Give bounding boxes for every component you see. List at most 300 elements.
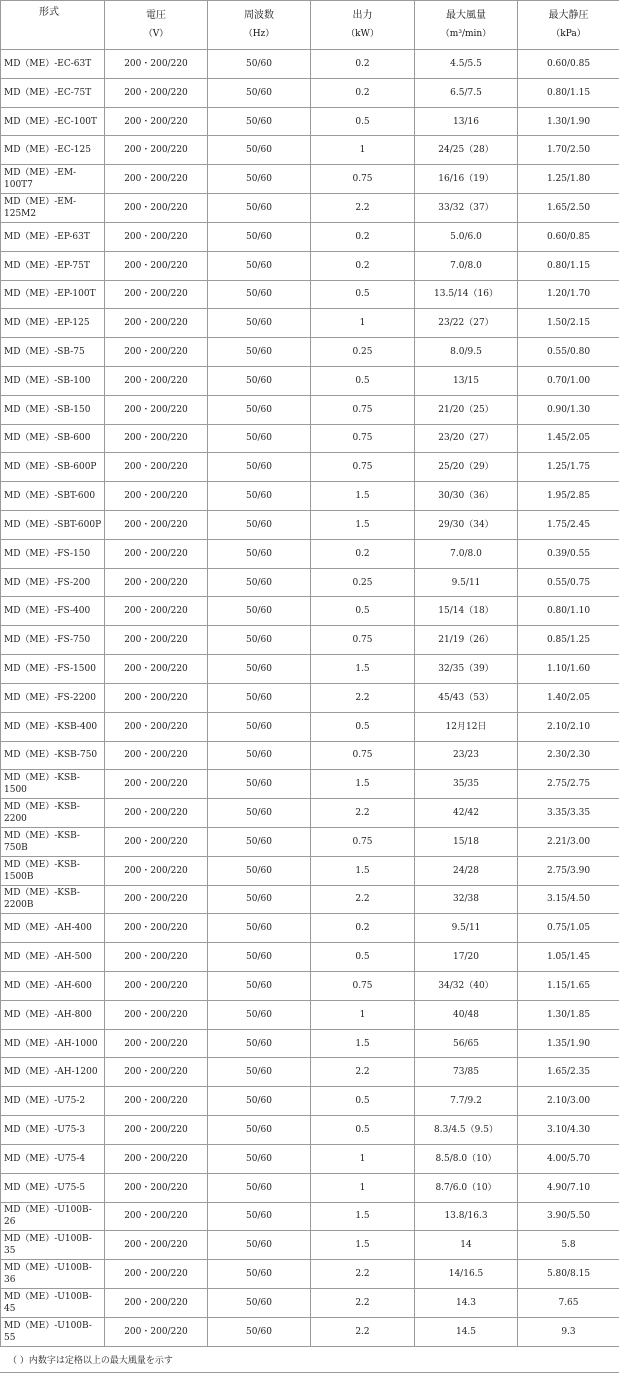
table-row xyxy=(1,684,619,712)
cell-pressure: 3.90/5.50 xyxy=(518,1203,619,1231)
cell-model: MD（ME）-SB-150 xyxy=(1,396,104,424)
cell-airflow: 17/20 xyxy=(415,943,517,971)
cell-airflow: 24/25（28） xyxy=(415,136,517,164)
cell-airflow: 4.5/5.5 xyxy=(415,50,517,78)
table-row xyxy=(1,569,619,597)
cell-voltage: 200・200/220 xyxy=(105,626,207,654)
cell-pressure: 1.70/2.50 xyxy=(518,136,619,164)
cell-model: MD（ME）-AH-1000 xyxy=(1,1030,104,1058)
cell-model: MD（ME）-AH-500 xyxy=(1,943,104,971)
cell-airflow: 12月12日 xyxy=(415,713,517,741)
cell-model: MD（ME）-U100B-45 xyxy=(1,1289,104,1317)
cell-pressure: 0.70/1.00 xyxy=(518,367,619,395)
cell-frequency: 50/60 xyxy=(208,1203,310,1231)
cell-pressure: 1.10/1.60 xyxy=(518,655,619,683)
table-row xyxy=(1,1087,619,1115)
cell-voltage: 200・200/220 xyxy=(105,1058,207,1086)
cell-frequency: 50/60 xyxy=(208,281,310,309)
cell-airflow: 13.8/16.3 xyxy=(415,1203,517,1231)
cell-pressure: 2.75/2.75 xyxy=(518,770,619,798)
table-row xyxy=(1,1174,619,1202)
cell-voltage: 200・200/220 xyxy=(105,50,207,78)
cell-voltage: 200・200/220 xyxy=(105,309,207,337)
table-row xyxy=(1,914,619,942)
cell-pressure: 2.10/3.00 xyxy=(518,1087,619,1115)
cell-frequency: 50/60 xyxy=(208,799,310,827)
cell-voltage: 200・200/220 xyxy=(105,886,207,914)
cell-pressure: 2.75/3.90 xyxy=(518,857,619,885)
table-row xyxy=(1,655,619,683)
cell-frequency: 50/60 xyxy=(208,136,310,164)
cell-frequency: 50/60 xyxy=(208,1030,310,1058)
cell-frequency: 50/60 xyxy=(208,367,310,395)
cell-pressure: 1.35/1.90 xyxy=(518,1030,619,1058)
cell-frequency: 50/60 xyxy=(208,425,310,453)
cell-airflow: 9.5/11 xyxy=(415,569,517,597)
cell-model: MD（ME）-FS-750 xyxy=(1,626,104,654)
cell-pressure: 2.21/3.00 xyxy=(518,828,619,856)
cell-frequency: 50/60 xyxy=(208,1260,310,1288)
header-voltage xyxy=(105,1,207,49)
table-row xyxy=(1,713,619,741)
cell-voltage: 200・200/220 xyxy=(105,79,207,107)
cell-model: MD（ME）-U100B-35 xyxy=(1,1231,104,1259)
table-row xyxy=(1,453,619,481)
cell-voltage: 200・200/220 xyxy=(105,540,207,568)
cell-airflow: 25/20（29） xyxy=(415,453,517,481)
cell-voltage: 200・200/220 xyxy=(105,425,207,453)
table-row xyxy=(1,799,619,827)
cell-pressure: 1.40/2.05 xyxy=(518,684,619,712)
cell-model: MD（ME）-FS-2200 xyxy=(1,684,104,712)
cell-frequency: 50/60 xyxy=(208,309,310,337)
cell-output: 2.2 xyxy=(311,799,414,827)
table-row xyxy=(1,396,619,424)
cell-voltage: 200・200/220 xyxy=(105,713,207,741)
cell-voltage: 200・200/220 xyxy=(105,367,207,395)
cell-pressure: 1.30/1.85 xyxy=(518,1001,619,1029)
cell-pressure: 0.55/0.80 xyxy=(518,338,619,366)
cell-model: MD（ME）-EP-125 xyxy=(1,309,104,337)
table-row xyxy=(1,165,619,193)
cell-output: 0.75 xyxy=(311,165,414,193)
table-row xyxy=(1,1289,619,1317)
cell-frequency: 50/60 xyxy=(208,252,310,280)
cell-output: 2.2 xyxy=(311,1058,414,1086)
cell-output: 0.75 xyxy=(311,453,414,481)
cell-airflow: 23/23 xyxy=(415,742,517,770)
cell-output: 1 xyxy=(311,1001,414,1029)
cell-model: MD（ME）-U100B-55 xyxy=(1,1318,104,1346)
cell-output: 0.2 xyxy=(311,223,414,251)
cell-airflow: 8.5/8.0（10） xyxy=(415,1145,517,1173)
cell-model: MD（ME）-EM-100T7 xyxy=(1,165,104,193)
cell-frequency: 50/60 xyxy=(208,569,310,597)
cell-output: 1.5 xyxy=(311,1030,414,1058)
cell-frequency: 50/60 xyxy=(208,1318,310,1346)
cell-frequency: 50/60 xyxy=(208,165,310,193)
cell-voltage: 200・200/220 xyxy=(105,597,207,625)
cell-voltage: 200・200/220 xyxy=(105,799,207,827)
cell-frequency: 50/60 xyxy=(208,886,310,914)
cell-airflow: 32/38 xyxy=(415,886,517,914)
cell-airflow: 24/28 xyxy=(415,857,517,885)
cell-airflow: 14.5 xyxy=(415,1318,517,1346)
cell-model: MD（ME）-KSB-1500B xyxy=(1,857,104,885)
cell-model: MD（ME）-AH-800 xyxy=(1,1001,104,1029)
cell-pressure: 0.90/1.30 xyxy=(518,396,619,424)
cell-model: MD（ME）-U100B-26 xyxy=(1,1203,104,1231)
cell-frequency: 50/60 xyxy=(208,1058,310,1086)
cell-voltage: 200・200/220 xyxy=(105,1231,207,1259)
cell-airflow: 14.3 xyxy=(415,1289,517,1317)
cell-output: 0.75 xyxy=(311,425,414,453)
table-row xyxy=(1,742,619,770)
cell-output: 0.5 xyxy=(311,1087,414,1115)
cell-frequency: 50/60 xyxy=(208,1145,310,1173)
cell-voltage: 200・200/220 xyxy=(105,684,207,712)
cell-model: MD（ME）-SBT-600 xyxy=(1,482,104,510)
table-row xyxy=(1,482,619,510)
table-row xyxy=(1,1030,619,1058)
cell-output: 1.5 xyxy=(311,770,414,798)
table-row xyxy=(1,626,619,654)
cell-pressure: 0.60/0.85 xyxy=(518,50,619,78)
table-row xyxy=(1,972,619,1000)
cell-model: MD（ME）-U75-5 xyxy=(1,1174,104,1202)
cell-output: 2.2 xyxy=(311,1260,414,1288)
cell-pressure: 0.60/0.85 xyxy=(518,223,619,251)
cell-airflow: 15/14（18） xyxy=(415,597,517,625)
cell-frequency: 50/60 xyxy=(208,540,310,568)
header-frequency xyxy=(208,1,310,49)
table-row xyxy=(1,828,619,856)
cell-airflow: 9.5/11 xyxy=(415,914,517,942)
cell-frequency: 50/60 xyxy=(208,482,310,510)
cell-frequency: 50/60 xyxy=(208,1174,310,1202)
cell-voltage: 200・200/220 xyxy=(105,742,207,770)
cell-pressure: 3.15/4.50 xyxy=(518,886,619,914)
table-row xyxy=(1,511,619,539)
cell-airflow: 42/42 xyxy=(415,799,517,827)
table-row xyxy=(1,367,619,395)
cell-output: 0.2 xyxy=(311,540,414,568)
table-row xyxy=(1,252,619,280)
cell-frequency: 50/60 xyxy=(208,223,310,251)
header-pressure-label: 最大静圧 xyxy=(548,10,589,21)
cell-pressure: 4.00/5.70 xyxy=(518,1145,619,1173)
cell-voltage: 200・200/220 xyxy=(105,1174,207,1202)
cell-output: 1.5 xyxy=(311,482,414,510)
cell-output: 1.5 xyxy=(311,511,414,539)
cell-airflow: 29/30（34） xyxy=(415,511,517,539)
cell-model: MD（ME）-FS-1500 xyxy=(1,655,104,683)
cell-pressure: 1.25/1.80 xyxy=(518,165,619,193)
header-row xyxy=(1,1,619,49)
cell-output: 0.2 xyxy=(311,914,414,942)
header-output xyxy=(311,1,414,49)
cell-voltage: 200・200/220 xyxy=(105,511,207,539)
table-row xyxy=(1,597,619,625)
header-pressure xyxy=(518,1,619,49)
table-row xyxy=(1,223,619,251)
cell-voltage: 200・200/220 xyxy=(105,1203,207,1231)
footnote: （ ）内数字は定格以上の最大風量を示す xyxy=(0,1351,619,1373)
cell-voltage: 200・200/220 xyxy=(105,482,207,510)
cell-airflow: 21/19（26） xyxy=(415,626,517,654)
cell-output: 2.2 xyxy=(311,684,414,712)
cell-output: 0.75 xyxy=(311,742,414,770)
table-row xyxy=(1,194,619,222)
table-row xyxy=(1,1001,619,1029)
cell-output: 1 xyxy=(311,1145,414,1173)
cell-output: 0.5 xyxy=(311,597,414,625)
cell-output: 0.5 xyxy=(311,108,414,136)
table-row xyxy=(1,338,619,366)
cell-model: MD（ME）-KSB-750 xyxy=(1,742,104,770)
cell-pressure: 5.8 xyxy=(518,1231,619,1259)
cell-model: MD（ME）-AH-1200 xyxy=(1,1058,104,1086)
cell-airflow: 73/85 xyxy=(415,1058,517,1086)
table-row xyxy=(1,886,619,914)
cell-voltage: 200・200/220 xyxy=(105,914,207,942)
cell-voltage: 200・200/220 xyxy=(105,281,207,309)
table-row xyxy=(1,108,619,136)
cell-voltage: 200・200/220 xyxy=(105,136,207,164)
cell-airflow: 30/30（36） xyxy=(415,482,517,510)
table-row xyxy=(1,425,619,453)
cell-model: MD（ME）-EC-75T xyxy=(1,79,104,107)
cell-model: MD（ME）-EM-125M2 xyxy=(1,194,104,222)
cell-output: 0.2 xyxy=(311,79,414,107)
cell-output: 1.5 xyxy=(311,857,414,885)
cell-frequency: 50/60 xyxy=(208,684,310,712)
cell-pressure: 0.39/0.55 xyxy=(518,540,619,568)
cell-airflow: 7.0/8.0 xyxy=(415,540,517,568)
cell-airflow: 32/35（39） xyxy=(415,655,517,683)
table-row xyxy=(1,540,619,568)
cell-pressure: 3.35/3.35 xyxy=(518,799,619,827)
cell-pressure: 1.75/2.45 xyxy=(518,511,619,539)
table-row xyxy=(1,50,619,78)
cell-model: MD（ME）-EP-75T xyxy=(1,252,104,280)
cell-pressure: 7.65 xyxy=(518,1289,619,1317)
cell-frequency: 50/60 xyxy=(208,857,310,885)
cell-voltage: 200・200/220 xyxy=(105,1260,207,1288)
cell-frequency: 50/60 xyxy=(208,626,310,654)
cell-airflow: 6.5/7.5 xyxy=(415,79,517,107)
cell-frequency: 50/60 xyxy=(208,1231,310,1259)
cell-airflow: 45/43（53） xyxy=(415,684,517,712)
cell-voltage: 200・200/220 xyxy=(105,1001,207,1029)
cell-pressure: 1.65/2.50 xyxy=(518,194,619,222)
cell-pressure: 3.10/4.30 xyxy=(518,1116,619,1144)
cell-pressure: 1.45/2.05 xyxy=(518,425,619,453)
cell-voltage: 200・200/220 xyxy=(105,1289,207,1317)
cell-voltage: 200・200/220 xyxy=(105,770,207,798)
cell-airflow: 16/16（19） xyxy=(415,165,517,193)
cell-model: MD（ME）-EC-100T xyxy=(1,108,104,136)
cell-model: MD（ME）-FS-200 xyxy=(1,569,104,597)
cell-voltage: 200・200/220 xyxy=(105,165,207,193)
cell-model: MD（ME）-U75-2 xyxy=(1,1087,104,1115)
cell-model: MD（ME）-EP-63T xyxy=(1,223,104,251)
cell-frequency: 50/60 xyxy=(208,655,310,683)
cell-voltage: 200・200/220 xyxy=(105,108,207,136)
cell-airflow: 33/32（37） xyxy=(415,194,517,222)
cell-voltage: 200・200/220 xyxy=(105,338,207,366)
cell-output: 0.5 xyxy=(311,281,414,309)
table-row xyxy=(1,770,619,798)
cell-frequency: 50/60 xyxy=(208,1087,310,1115)
cell-pressure: 0.80/1.15 xyxy=(518,252,619,280)
table-row xyxy=(1,79,619,107)
cell-pressure: 2.10/2.10 xyxy=(518,713,619,741)
cell-pressure: 1.20/1.70 xyxy=(518,281,619,309)
table-row xyxy=(1,1231,619,1259)
cell-frequency: 50/60 xyxy=(208,828,310,856)
header-pressure-unit: （kPa） xyxy=(551,29,586,39)
cell-voltage: 200・200/220 xyxy=(105,396,207,424)
cell-model: MD（ME）-AH-400 xyxy=(1,914,104,942)
cell-voltage: 200・200/220 xyxy=(105,1116,207,1144)
cell-pressure: 5.80/8.15 xyxy=(518,1260,619,1288)
header-output-unit: （kW） xyxy=(346,29,379,39)
table-row xyxy=(1,1260,619,1288)
cell-airflow: 13.5/14（16） xyxy=(415,281,517,309)
cell-output: 1.5 xyxy=(311,655,414,683)
cell-pressure: 0.85/1.25 xyxy=(518,626,619,654)
cell-frequency: 50/60 xyxy=(208,1116,310,1144)
header-airflow-label: 最大風量 xyxy=(446,10,486,21)
cell-voltage: 200・200/220 xyxy=(105,1087,207,1115)
cell-output: 1.5 xyxy=(311,1231,414,1259)
cell-output: 0.75 xyxy=(311,626,414,654)
header-frequency-unit: （Hz） xyxy=(243,29,275,39)
cell-frequency: 50/60 xyxy=(208,742,310,770)
cell-output: 1 xyxy=(311,136,414,164)
cell-output: 1 xyxy=(311,309,414,337)
cell-airflow: 8.7/6.0（10） xyxy=(415,1174,517,1202)
cell-pressure: 2.30/2.30 xyxy=(518,742,619,770)
cell-model: MD（ME）-AH-600 xyxy=(1,972,104,1000)
cell-model: MD（ME）-KSB-2200B xyxy=(1,886,104,914)
table-row xyxy=(1,136,619,164)
cell-frequency: 50/60 xyxy=(208,914,310,942)
cell-output: 0.5 xyxy=(311,713,414,741)
cell-model: MD（ME）-KSB-2200 xyxy=(1,799,104,827)
cell-frequency: 50/60 xyxy=(208,597,310,625)
cell-frequency: 50/60 xyxy=(208,108,310,136)
spec-table-body xyxy=(1,50,619,1346)
cell-model: MD（ME）-FS-400 xyxy=(1,597,104,625)
cell-output: 0.5 xyxy=(311,943,414,971)
cell-model: MD（ME）-KSB-750B xyxy=(1,828,104,856)
cell-voltage: 200・200/220 xyxy=(105,569,207,597)
cell-model: MD（ME）-SBT-600P xyxy=(1,511,104,539)
cell-pressure: 0.55/0.75 xyxy=(518,569,619,597)
cell-pressure: 0.75/1.05 xyxy=(518,914,619,942)
cell-airflow: 21/20（25） xyxy=(415,396,517,424)
cell-output: 0.75 xyxy=(311,396,414,424)
cell-frequency: 50/60 xyxy=(208,972,310,1000)
cell-output: 0.2 xyxy=(311,50,414,78)
cell-model: MD（ME）-SB-100 xyxy=(1,367,104,395)
cell-frequency: 50/60 xyxy=(208,79,310,107)
cell-pressure: 1.25/1.75 xyxy=(518,453,619,481)
cell-pressure: 4.90/7.10 xyxy=(518,1174,619,1202)
cell-output: 0.75 xyxy=(311,828,414,856)
cell-model: MD（ME）-KSB-400 xyxy=(1,713,104,741)
cell-output: 1 xyxy=(311,1174,414,1202)
table-row xyxy=(1,1318,619,1346)
table-row xyxy=(1,943,619,971)
cell-model: MD（ME）-EP-100T xyxy=(1,281,104,309)
cell-output: 2.2 xyxy=(311,1289,414,1317)
table-row xyxy=(1,857,619,885)
cell-airflow: 7.7/9.2 xyxy=(415,1087,517,1115)
cell-pressure: 1.05/1.45 xyxy=(518,943,619,971)
table-row xyxy=(1,281,619,309)
cell-model: MD（ME）-KSB-1500 xyxy=(1,770,104,798)
cell-voltage: 200・200/220 xyxy=(105,1145,207,1173)
table-row xyxy=(1,309,619,337)
cell-model: MD（ME）-EC-125 xyxy=(1,136,104,164)
header-voltage-unit: （V） xyxy=(143,29,169,39)
cell-airflow: 13/15 xyxy=(415,367,517,395)
cell-frequency: 50/60 xyxy=(208,50,310,78)
cell-output: 0.25 xyxy=(311,338,414,366)
cell-model: MD（ME）-SB-600P xyxy=(1,453,104,481)
cell-frequency: 50/60 xyxy=(208,396,310,424)
cell-voltage: 200・200/220 xyxy=(105,453,207,481)
cell-airflow: 35/35 xyxy=(415,770,517,798)
cell-model: MD（ME）-SB-75 xyxy=(1,338,104,366)
header-model xyxy=(1,1,104,49)
cell-pressure: 0.80/1.15 xyxy=(518,79,619,107)
cell-voltage: 200・200/220 xyxy=(105,857,207,885)
cell-airflow: 23/22（27） xyxy=(415,309,517,337)
table-row xyxy=(1,1058,619,1086)
cell-frequency: 50/60 xyxy=(208,194,310,222)
cell-airflow: 13/16 xyxy=(415,108,517,136)
cell-frequency: 50/60 xyxy=(208,338,310,366)
header-airflow-unit: （m³/min） xyxy=(440,29,492,39)
cell-airflow: 34/32（40） xyxy=(415,972,517,1000)
table-row xyxy=(1,1116,619,1144)
cell-airflow: 56/65 xyxy=(415,1030,517,1058)
cell-model: MD（ME）-U75-3 xyxy=(1,1116,104,1144)
cell-pressure: 9.3 xyxy=(518,1318,619,1346)
header-output-label: 出力 xyxy=(352,10,373,21)
cell-airflow: 8.0/9.5 xyxy=(415,338,517,366)
header-model-label: 形式 xyxy=(39,7,59,18)
table-row xyxy=(1,1203,619,1231)
cell-model: MD（ME）-EC-63T xyxy=(1,50,104,78)
cell-voltage: 200・200/220 xyxy=(105,194,207,222)
cell-pressure: 1.15/1.65 xyxy=(518,972,619,1000)
cell-airflow: 15/18 xyxy=(415,828,517,856)
cell-voltage: 200・200/220 xyxy=(105,252,207,280)
cell-frequency: 50/60 xyxy=(208,511,310,539)
cell-voltage: 200・200/220 xyxy=(105,1318,207,1346)
cell-airflow: 5.0/6.0 xyxy=(415,223,517,251)
cell-frequency: 50/60 xyxy=(208,770,310,798)
cell-airflow: 23/20（27） xyxy=(415,425,517,453)
cell-output: 2.2 xyxy=(311,194,414,222)
cell-airflow: 14/16.5 xyxy=(415,1260,517,1288)
cell-frequency: 50/60 xyxy=(208,453,310,481)
